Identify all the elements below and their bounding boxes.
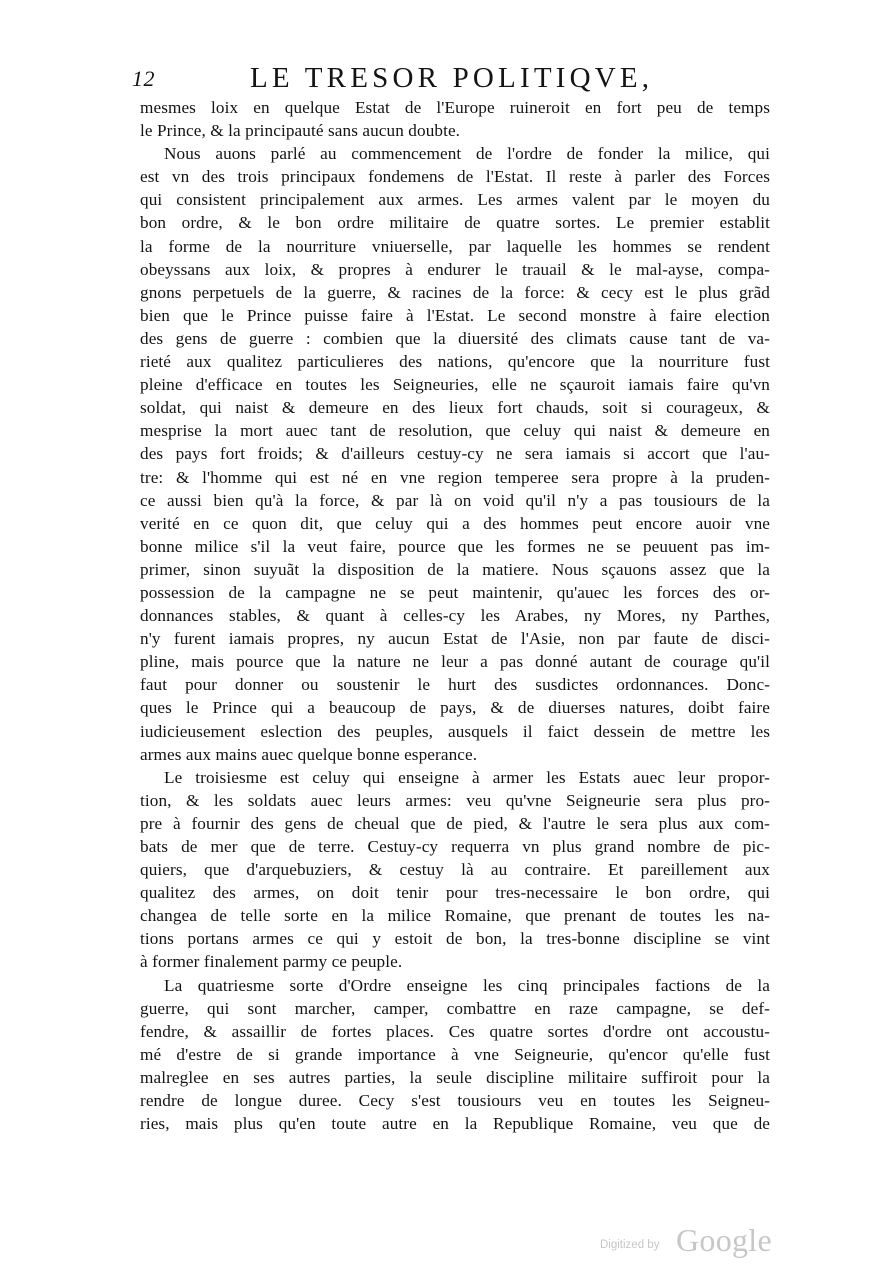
text-line: armes aux mains auec quelque bonne esperance. (140, 744, 478, 764)
text-line: bonne milice s'il la veut faire, pource que les formes ne se peuuent pas im- (140, 536, 770, 556)
text-line: obeyssans aux loix, & propres à endurer le trauail & le mal-ayse, compa- (140, 259, 770, 279)
text-line: bien que le Prince puisse faire à l'Estat. Le second monstre à faire election (140, 305, 770, 325)
text-line: changea de telle sorte en la milice Romaine, que prenant de toutes les na- (140, 906, 770, 926)
text-line: gnons perpetuels de la guerre, & racines de la force: & cecy est le plus grãd (140, 282, 770, 302)
text-line: primer, sinon suyuãt la disposition de la matiere. Nous sçauons assez que la (140, 559, 770, 579)
text-line: rendre de longue duree. Cecy s'est tousiours veu en toutes les Seigneu- (140, 1091, 770, 1111)
text-line: bon ordre, & le bon ordre militaire de quatre sortes. Le premier establit (140, 213, 770, 233)
digitized-by-label: Digitized by (600, 1239, 660, 1251)
text-line: quiers, que d'arquebuziers, & cestuy là au contraire. Et pareillement aux (140, 860, 770, 880)
text-line: le Prince, & la principauté sans aucun doubte. (140, 121, 461, 141)
digitized-by-google-watermark (600, 1222, 790, 1262)
text-line: à former finalement parmy ce peuple. (140, 952, 403, 972)
text-line: qui consistent principalement aux armes. Les armes valent par le moyen du (140, 190, 770, 210)
text-line: bats de mer que de terre. Cestuy-cy requerra vn plus grand nombre de pic- (140, 837, 770, 856)
text-line: mesprise la mort auec tant de resolution, que celuy qui naist & demeure en (140, 421, 770, 441)
text-line: des pays fort froids; & d'ailleurs cestuy-cy ne sera iamais si accort que l'au- (140, 444, 770, 464)
text-line: verité en ce quon dit, que celuy qui a des hommes peut encore auoir vne (140, 513, 770, 533)
text-line: fendre, & assaillir de fortes places. Ces quatre sortes d'ordre ont accoustu- (140, 1021, 770, 1041)
text-line: tre: & l'homme qui est né en vne region temperee sera propre à la pruden- (140, 467, 770, 487)
text-line: iudicieusement eslection des peuples, ausquels il faict dessein de mettre les (140, 721, 770, 741)
body-text (140, 96, 770, 1135)
page-number: 12 (132, 66, 155, 91)
text-line: pleine d'efficace en toutes les Seigneuries, elle ne sçauroit iamais faire qu'vn (140, 375, 770, 395)
text-line: mesmes loix en quelque Estat de l'Europe ruineroit en fort peu de temps (140, 98, 770, 117)
text-line: la forme de la nourriture vniuerselle, par laquelle les hommes se rendent (140, 236, 770, 256)
google-logo: Google (676, 1222, 773, 1258)
page-header (132, 62, 772, 96)
text-line: pline, mais pource que la nature ne leur a pas donné autant de courage qu'il (140, 652, 770, 672)
text-line: soldat, qui naist & demeure en des lieux fort chauds, soit si courageux, & (140, 398, 770, 418)
text-line: mé d'estre de si grande importance à vne Seigneurie, qu'encor qu'elle fust (140, 1044, 770, 1064)
text-line: ques le Prince qui a beaucoup de pays, & de diuerses natures, doibt faire (140, 698, 770, 718)
text-line: guerre, qui sont marcher, camper, combattre en raze campagne, se def- (140, 998, 770, 1018)
text-line: ce aussi bien qu'à la force, & par là on void qu'il n'y a pas tousiours de la (140, 490, 770, 510)
text-line: Le troisiesme est celuy qui enseigne à armer les Estats auec leur propor- (164, 767, 770, 787)
running-head: LE TRESOR POLITIQVE, (250, 62, 654, 94)
text-line: n'y furent iamais propres, ny aucun Estat de l'Asie, non par faute de disci- (140, 629, 770, 649)
text-line: tions portans armes ce qui y estoit de bon, la tres-bonne discipline se vint (140, 929, 770, 949)
text-line: ries, mais plus qu'en toute autre en la Republique Romaine, veu que de (140, 1114, 770, 1134)
text-line: Nous auons parlé au commencement de l'ordre de fonder la milice, qui (164, 144, 770, 164)
text-line: donnances stables, & quant à celles-cy les Arabes, ny Mores, ny Parthes, (140, 606, 770, 626)
text-line: malreglee en ses autres parties, la seule discipline militaire suffiroit pour la (140, 1067, 770, 1087)
text-line: faut pour donner ou soustenir le hurt des susdictes ordonnances. Donc- (140, 675, 770, 695)
text-line: pre à fournir des gens de cheual que de pied, & l'autre le sera plus aux com- (140, 813, 770, 833)
text-line: qualitez des armes, on doit tenir pour tres-necessaire le bon ordre, qui (140, 883, 770, 903)
text-line: est vn des trois principaux fondemens de l'Estat. Il reste à parler des Forces (140, 167, 770, 187)
text-line: tion, & les soldats auec leurs armes: veu qu'vne Seigneurie sera plus pro- (140, 790, 770, 810)
text-line: des gens de guerre : combien que la diuersité des climats cause tant de va- (140, 328, 770, 348)
text-line: rieté aux qualitez particulieres des nations, qu'encore que la nourriture fust (140, 352, 770, 372)
text-line: La quatriesme sorte d'Ordre enseigne les cinq principales factions de la (164, 975, 770, 995)
text-line: possession de la campagne ne se peut maintenir, qu'auec les forces des or- (140, 582, 770, 602)
